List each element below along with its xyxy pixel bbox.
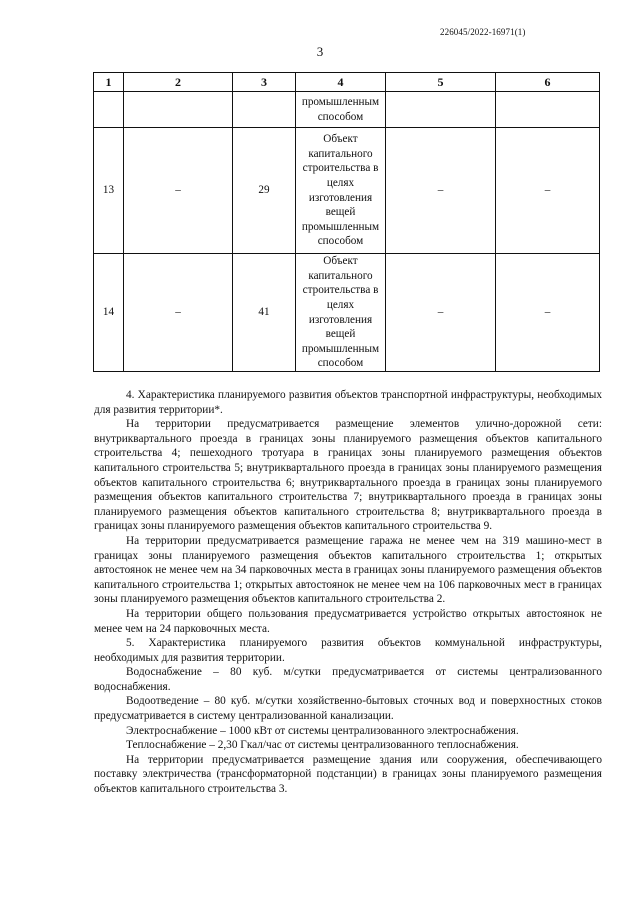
column-header: 4 xyxy=(296,73,386,92)
paragraph: На территории предусматривается размещение элементов улично-дорожной сети: внутриквартального проезда в границах зоны планируемого размещения объектов капитального строительства 4; пешеходного тротуара в границах зоны планируемого размещения объектов капитального строительства 5; внутриквартального проезда в границах зоны планируемого размещения объектов капитального строительства 6; внутриквартального проезда в границах зоны планируемого размещения объектов капитального строительства 7; внутриквартального проезда в границах зоны планируемого размещения объектов капитального строительства 8; внутриквартального проезда в границах зоны планируемого размещения объектов капитального строительства 9. xyxy=(94,418,602,533)
paragraph: На территории предусматривается размещение здания или сооружения, обеспечивающего поставку электричества (трансформаторной подстанции) в границах зоны планируемого размещения объектов капитального строительства 3. xyxy=(94,753,602,796)
table-row xyxy=(94,128,600,254)
paragraph: На территории предусматривается размещение гаража не менее чем на 319 машино-мест в границах зоны планируемого размещения объектов капитального строительства 1; открытых автостоянок не менее чем на 34 парковочных места в границах зоны планируемого размещения объектов капитального строительства 1; открытых автостоянок не менее чем на 106 парковочных мест в границах зоны планируемого размещения объектов капитального строительства 2. xyxy=(94,534,602,606)
table-row xyxy=(94,92,600,128)
table-cell: промышленным способом xyxy=(296,92,386,128)
paragraph: Теплоснабжение – 2,30 Гкал/час от системы централизованного теплоснабжения. xyxy=(126,739,519,752)
column-header: 5 xyxy=(386,73,496,92)
table-cell xyxy=(233,92,296,128)
page-number: 3 xyxy=(316,44,324,59)
table-cell: 13 xyxy=(94,128,124,254)
table-cell: 14 xyxy=(94,254,124,372)
document-number: 226045/2022-16971(1) xyxy=(440,27,526,37)
table-cell xyxy=(386,92,496,128)
data-table xyxy=(93,72,600,372)
table-header-row xyxy=(94,73,600,92)
table-cell: 29 xyxy=(233,128,296,254)
table-cell: – xyxy=(496,128,600,254)
body-text xyxy=(94,388,602,797)
column-header: 3 xyxy=(233,73,296,92)
table-cell: – xyxy=(496,254,600,372)
paragraph: Водоотведение – 80 куб. м/сутки хозяйственно-бытовых сточных вод и поверхностных стоков предусматривается в систему централизованной канализации. xyxy=(94,695,602,723)
paragraph: Водоснабжение – 80 куб. м/сутки предусматривается от системы централизованного водоснабжения. xyxy=(94,666,602,693)
table-cell: – xyxy=(386,254,496,372)
table-cell xyxy=(496,92,600,128)
paragraph: На территории общего пользования предусматривается устройство открытых автостоянок не менее чем на 24 парковочных места. xyxy=(94,607,602,635)
table-cell: 41 xyxy=(233,254,296,372)
table-cell: – xyxy=(124,128,233,254)
section-heading: 5. Характеристика планируемого развития объектов коммунальной инфраструктуры, необходимых для развития территории. xyxy=(94,637,602,664)
table-cell: – xyxy=(124,254,233,372)
section-heading: 4. Характеристика планируемого развития объектов транспортной инфраструктуры, необходимых для развития территории*. xyxy=(94,389,602,416)
table-row xyxy=(94,254,600,372)
table-cell: Объект капитального строительства в целях изготовления вещей промышленным способом xyxy=(296,128,386,254)
table-cell xyxy=(94,92,124,128)
paragraph: Электроснабжение – 1000 кВт от системы централизованного электроснабжения. xyxy=(126,724,519,737)
column-header: 6 xyxy=(496,73,600,92)
table-cell xyxy=(124,92,233,128)
column-header: 2 xyxy=(124,73,233,92)
table-cell: – xyxy=(386,128,496,254)
column-header: 1 xyxy=(94,73,124,92)
table-cell: Объект капитального строительства в целях изготовления вещей промышленным способом xyxy=(296,254,386,372)
